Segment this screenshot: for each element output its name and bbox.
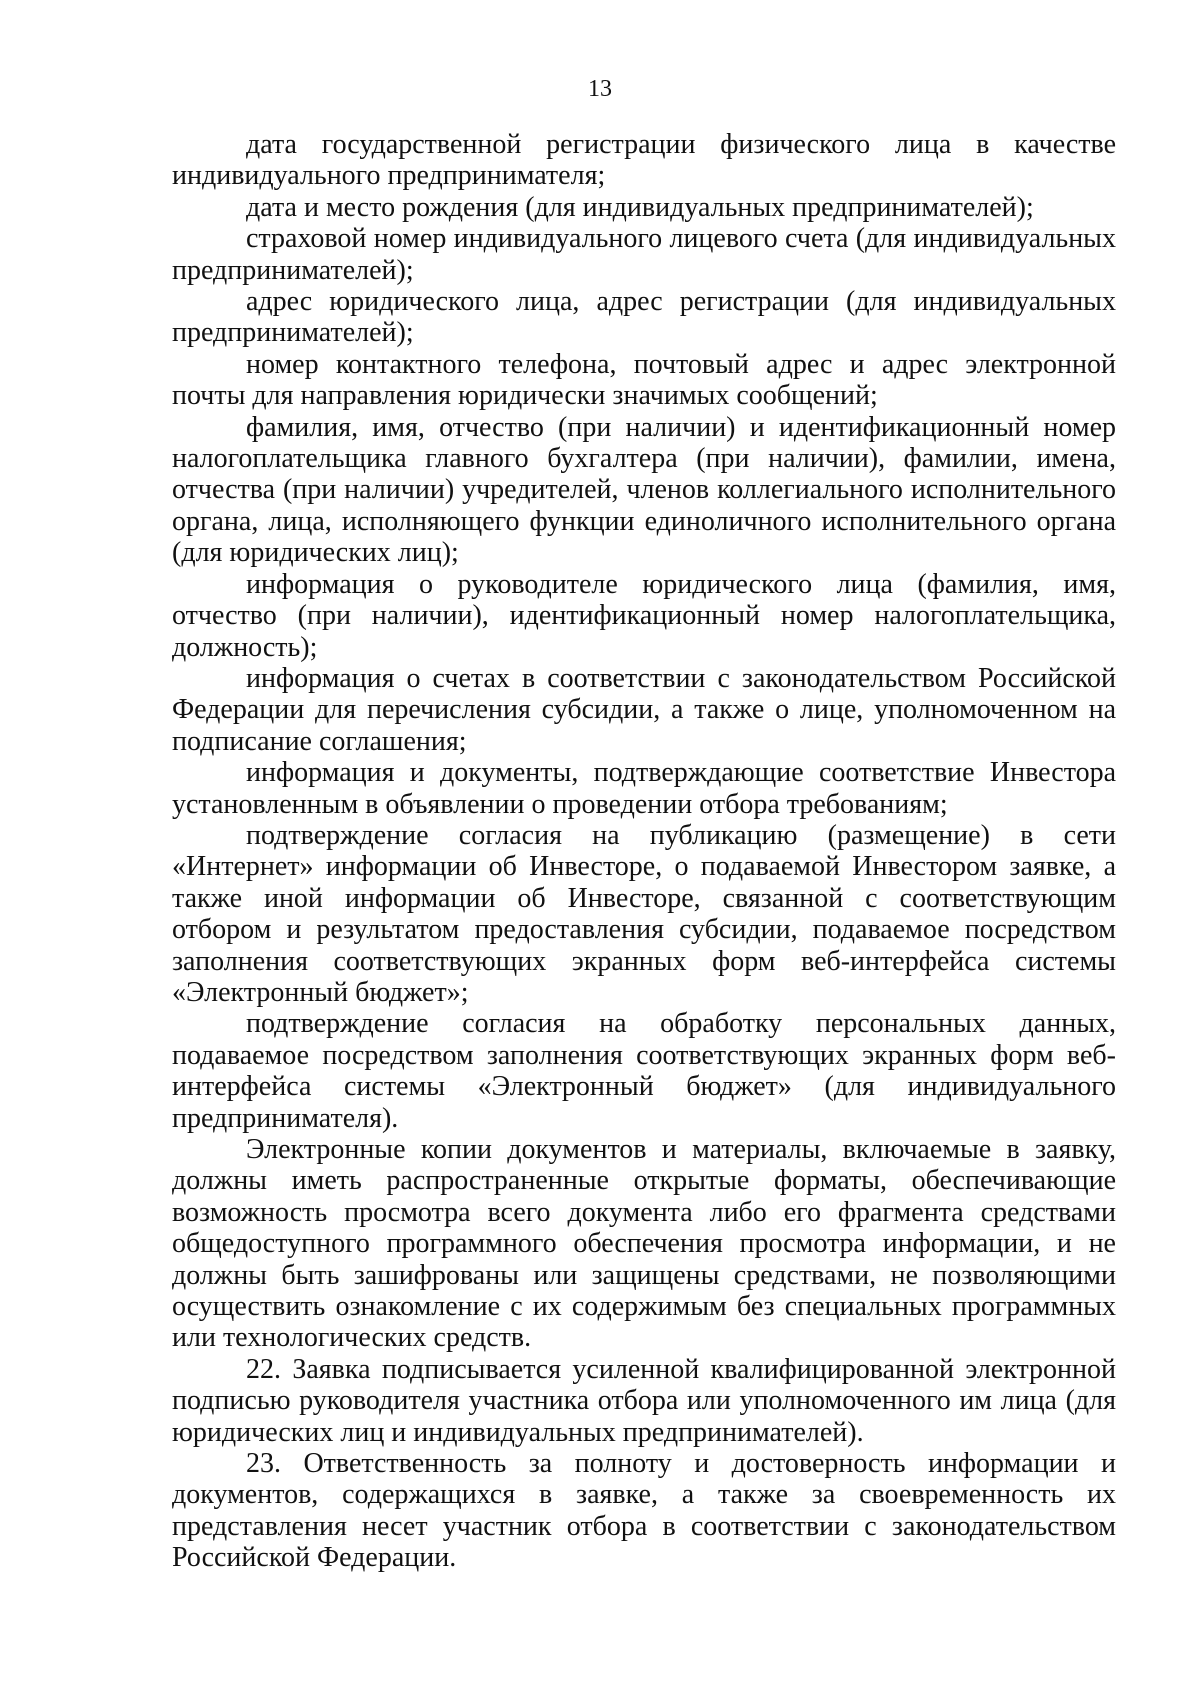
paragraph-accountant-founders: фамилия, имя, отчество (при наличии) и идентификационный номер налогоплательщика главного бухгалтера (при наличии), фамилии, имена, отчества (при наличии) учредителей, членов коллегиального исполнительного органа, лица, исполняющего функции единоличного исполнительного органа (для юридических лиц);: [172, 411, 1116, 569]
paragraph-contact-info: номер контактного телефона, почтовый адрес и адрес электронной почты для направления юридически значимых сообщений;: [172, 348, 1116, 412]
paragraph-electronic-copies: Электронные копии документов и материалы, включаемые в заявку, должны иметь распространенные открытые форматы, обеспечивающие возможность просмотра всего документа либо его фрагмента средствами общедоступного программного обеспечения просмотра информации, и не должны быть зашифрованы или защищены средствами, не позволяющими осуществить ознакомление с их содержимым без специальных программных или технологических средств.: [172, 1134, 1116, 1354]
paragraph-registration-date: дата государственной регистрации физического лица в качестве индивидуального предпринимателя;: [172, 129, 1116, 192]
paragraph-bank-accounts: информация о счетах в соответствии с законодательством Российской Федерации для перечисления субсидии, а также о лице, уполномоченном на подписание соглашения;: [172, 662, 1116, 757]
paragraph-personal-data-consent: подтверждение согласия на обработку персональных данных, подаваемое посредством заполнения соответствующих экранных форм веб-интерфейса системы «Электронный бюджет» (для индивидуального предпринимателя).: [172, 1008, 1116, 1134]
paragraph-publication-consent: подтверждение согласия на публикацию (размещение) в сети «Интернет» информации об Инвесторе, о подаваемой Инвестором заявке, а также иной информации об Инвесторе, связанной с соответствующим отбором и результатом предоставления субсидии, подаваемое посредством заполнения соответствующих экранных форм веб-интерфейса системы «Электронный бюджет»;: [172, 819, 1116, 1008]
paragraph-item-23: 23. Ответственность за полноту и достоверность информации и документов, содержащихся в заявке, а также за своевременность их представления несет участник отбора в соответствии с законодательством Российской Федерации.: [172, 1448, 1116, 1574]
paragraph-head-info: информация о руководителе юридического лица (фамилия, имя, отчество (при наличии), идентификационный номер налогоплательщика, должность);: [172, 568, 1116, 663]
paragraph-compliance-documents: информация и документы, подтверждающие соответствие Инвестора установленным в объявлении о проведении отбора требованиям;: [172, 757, 1116, 820]
paragraph-item-22: 22. Заявка подписывается усиленной квалифицированной электронной подписью руководителя участника отбора или уполномоченного им лица (для юридических лиц и индивидуальных предпринимателей).: [172, 1353, 1116, 1448]
document-body: [172, 129, 1116, 1574]
page-number: 13: [588, 76, 612, 102]
paragraph-insurance-number: страховой номер индивидуального лицевого счета (для индивидуальных предпринимателей);: [172, 223, 1116, 286]
paragraph-birth-date-place: дата и место рождения (для индивидуальных предпринимателей);: [246, 191, 1034, 223]
paragraph-legal-address: адрес юридического лица, адрес регистрации (для индивидуальных предпринимателей);: [172, 286, 1116, 349]
